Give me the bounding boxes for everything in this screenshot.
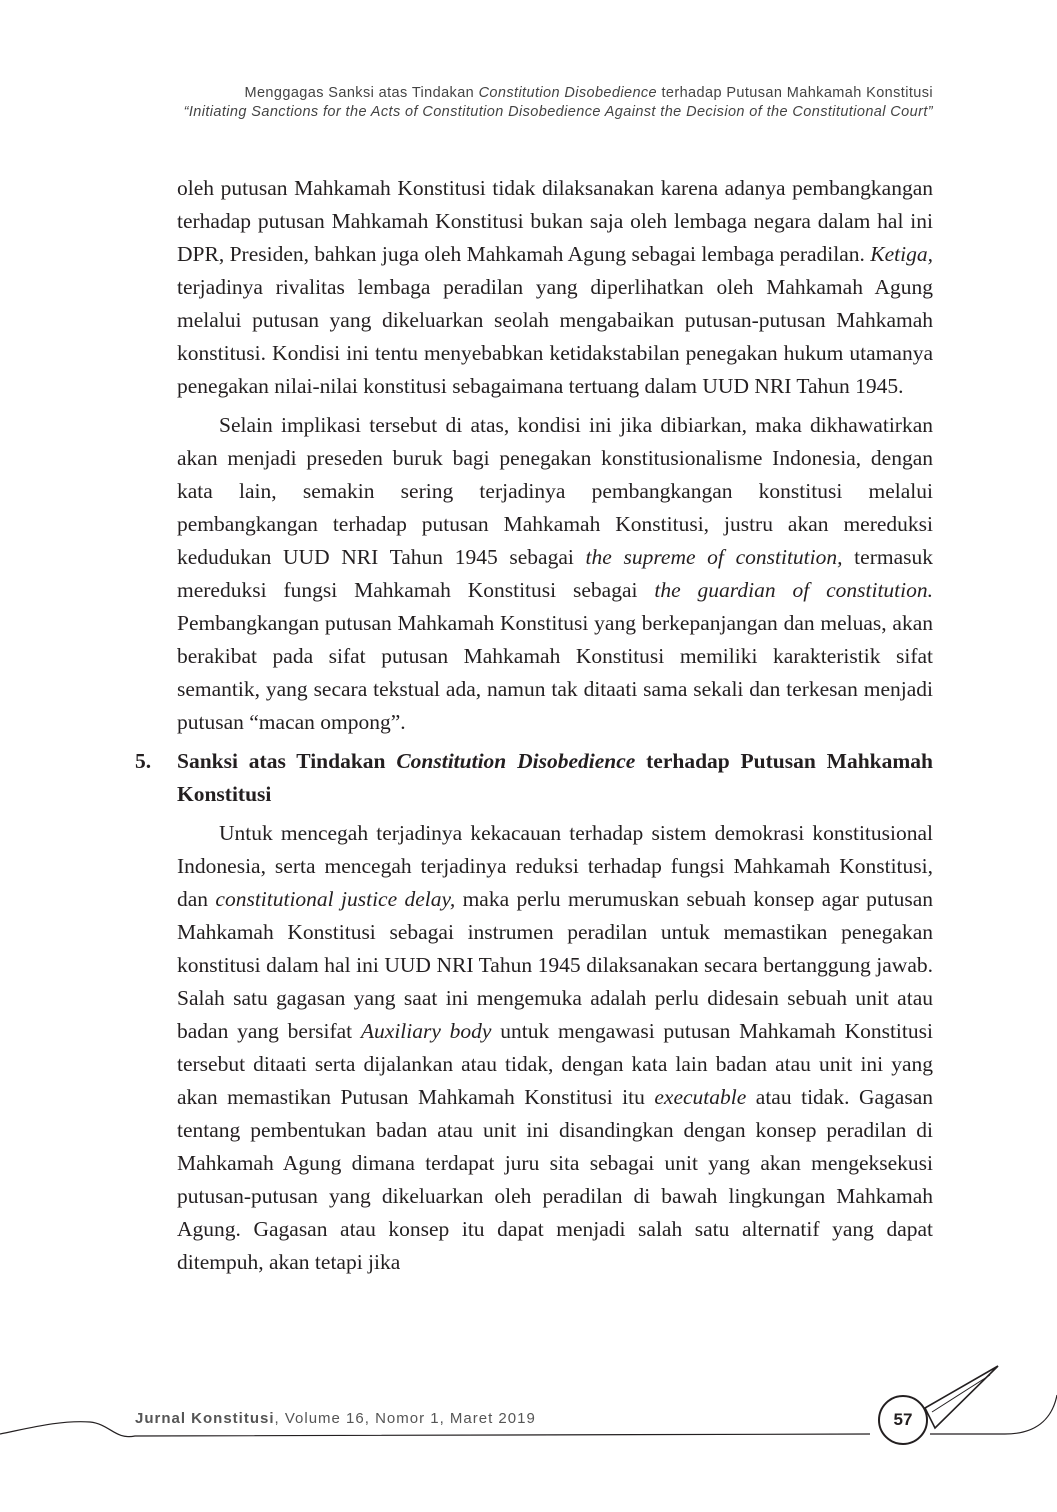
- paragraph-sanction: Untuk mencegah terjadinya kekacauan terhadap sistem demokrasi konstitusional Indonesia, serta mencegah terjadinya reduksi terhadap fungsi Mahkamah Konstitusi, dan constitutional justice delay, maka perlu merumuskan sebuah konsep agar putusan Mahkamah Konstitusi sebagai instrumen peradilan untuk memastikan penegakan konstitusi dalam hal ini UUD NRI Tahun 1945 dilaksanakan secara bertanggung jawab. Salah satu gagasan yang saat ini mengemuka adalah perlu didesain sebuah unit atau badan yang bersifat Auxiliary body untuk mengawasi putusan Mahkamah Konstitusi tersebut ditaati serta dijalankan atau tidak, dengan kata lain badan atau unit ini yang akan memastikan Putusan Mahkamah Konstitusi itu executable atau tidak. Gagasan tentang pembentukan badan atau unit ini disandingkan dengan konsep peradilan di Mahkamah Agung dimana terdapat juru sita sebagai unit yang akan mengeksekusi putusan-putusan yang dikeluarkan oleh peradilan di bawah lingkungan Mahkamah Agung. Gagasan atau konsep itu dapat menjadi salah satu alternatif yang dapat ditempuh, akan tetapi jika: [177, 821, 933, 1274]
- footer-citation: [135, 1410, 536, 1427]
- journal-name: Jurnal Konstitusi: [135, 1410, 275, 1427]
- article-body: [135, 172, 933, 1279]
- section-number: 5.: [135, 749, 152, 773]
- paragraph-continued: oleh putusan Mahkamah Konstitusi tidak dilaksanakan karena adanya pembangkangan terhadap putusan Mahkamah Konstitusi bukan saja oleh lembaga negara dalam hal ini DPR, Presiden, bahkan juga oleh Mahkamah Agung sebagai lembaga peradilan. Ketiga, terjadinya rivalitas lembaga peradilan yang diperlihatkan oleh Mahkamah Agung melalui putusan yang dikeluarkan seolah mengabaikan putusan-putusan Mahkamah konstitusi. Kondisi ini tentu menyebabkan ketidakstabilan penegakan hukum utamanya penegakan nilai-nilai konstitusi sebagaimana tertuang dalam UUD NRI Tahun 1945.: [177, 176, 933, 398]
- section-heading: 5. Sanksi atas Tindakan Constitution Disobedience terhadap Putusan Mahkamah Konstitusi: [177, 745, 933, 811]
- header-title-id: Menggagas Sanksi atas Tindakan Constitution Disobedience terhadap Putusan Mahkamah Konstitusi: [244, 85, 933, 101]
- paragraph-implication: Selain implikasi tersebut di atas, kondisi ini jika dibiarkan, maka dikhawatirkan akan menjadi preseden buruk bagi penegakan konstitusionalisme Indonesia, dengan kata lain, semakin sering terjadinya pembangkangan konstitusi melalui pembangkangan terhadap putusan Mahkamah Konstitusi, justru akan mereduksi kedudukan UUD NRI Tahun 1945 sebagai the supreme of constitution, termasuk mereduksi fungsi Mahkamah Konstitusi sebagai the guardian of constitution. Pembangkangan putusan Mahkamah Konstitusi yang berkepanjangan dan meluas, akan berakibat pada sifat putusan Mahkamah Konstitusi memiliki karakteristik sifat semantik, yang secara tekstual ada, namun tak ditaati sama sekali dan terkesan menjadi putusan “macan ompong”.: [177, 413, 933, 734]
- header-title-en: “Initiating Sanctions for the Acts of Constitution Disobedience Against the Decision of the Constitutional Court”: [183, 104, 933, 120]
- page-number: 57: [878, 1395, 928, 1445]
- running-header: [184, 84, 933, 122]
- journal-issue: , Volume 16, Nomor 1, Maret 2019: [274, 1410, 536, 1427]
